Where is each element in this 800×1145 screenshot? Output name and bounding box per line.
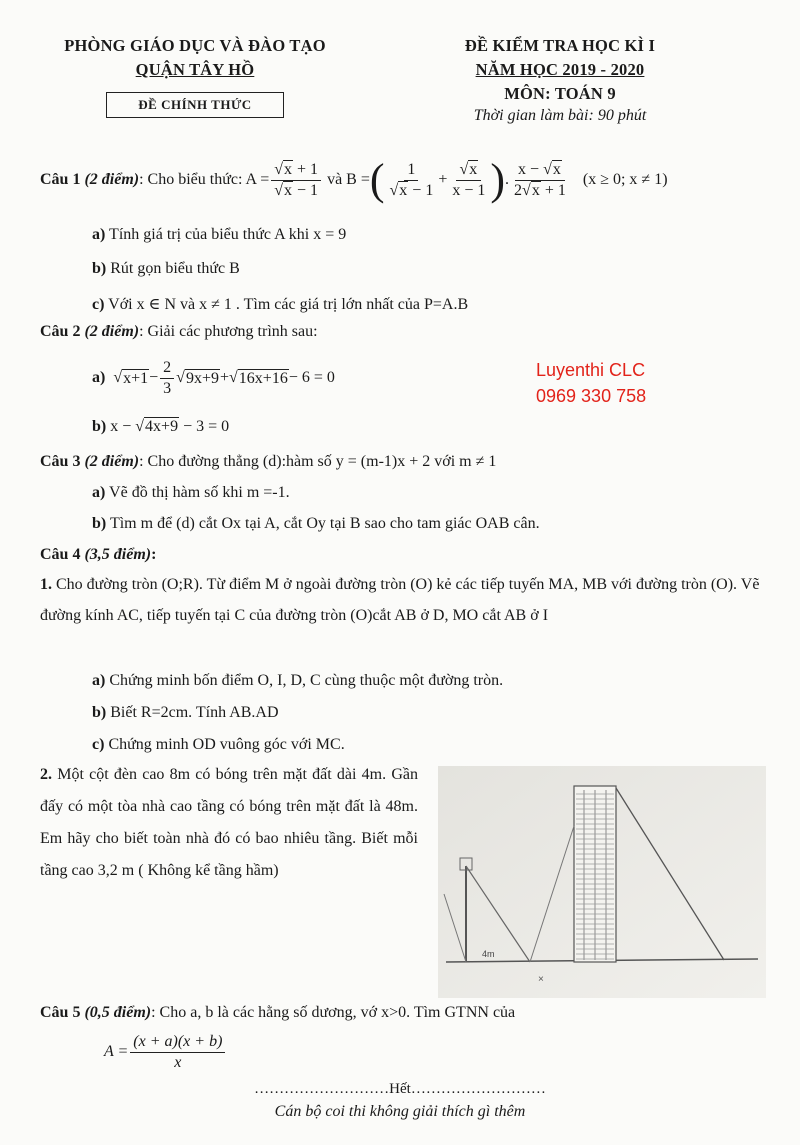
department-name: PHÒNG GIÁO DỤC VÀ ĐÀO TẠO — [64, 36, 326, 55]
watermark-name: Luyenthi CLC — [536, 360, 646, 380]
exam-title: ĐỀ KIỂM TRA HỌC KÌ I — [464, 36, 656, 55]
q3-part-b: b) Tìm m để (d) cắt Ox tại A, cắt Oy tại B sao cho tam giác OAB cân. — [92, 515, 540, 532]
q4-part-c: c) Chứng minh OD vuông góc với MC. — [92, 736, 345, 753]
expr-b-factor: $\frac{x - √x}{2√x + 1}$ — [514, 160, 566, 199]
building-shadow-photo — [438, 766, 766, 998]
duration: Thời gian làm bài: 90 phút — [473, 107, 647, 124]
end-marker: ………………………Hết……………………… — [254, 1081, 546, 1097]
official-label: ĐỀ CHÍNH THỨC — [106, 92, 284, 118]
q2-part-a: a) √ x+1 − $\frac{2}{3}$ √ 9x+9 + √ 16x+16 − 6 = 0 — [92, 358, 335, 397]
watermark-phone: 0969 330 758 — [536, 386, 647, 406]
expr-b-term1: $\frac{1}{√x - 1}$ — [389, 160, 434, 199]
district-name: QUẬN TÂY HỒ — [135, 60, 255, 79]
svg-text:×: × — [538, 974, 544, 985]
two-thirds: $\frac{2}{3}$ — [160, 359, 174, 398]
expr-b-term2: $\frac{√x}{x - 1}$ — [452, 160, 486, 199]
photo-sketch — [438, 766, 766, 998]
subject: MÔN: TOÁN 9 — [504, 84, 616, 103]
expr-a: $\frac{√x + 1}{√x - 1}$ — [271, 161, 321, 200]
q3-part-a: a) Vẽ đồ thị hàm số khi m =-1. — [92, 484, 290, 501]
q2-statement: Câu 2 (2 điểm): Giải các phương trình sau: — [40, 323, 318, 340]
q5-formula: A = $\frac{(x + a)(x + b)}{x}$ — [104, 1030, 227, 1074]
q4-part-a: a) Chứng minh bốn điểm O, I, D, C cùng thuộc một đường tròn. — [92, 672, 504, 689]
q5-fraction: $\frac{(x + a)(x + b)}{x}$ — [130, 1033, 225, 1072]
q2-part-b: b) x − √4x+9 − 3 = 0 — [92, 418, 230, 435]
q5-statement: Câu 5 (0,5 điểm): Cho a, b là các hằng số dương, vớ x>0. Tìm GTNN của — [40, 1004, 516, 1021]
q1-condition: (x ≥ 0; x ≠ 1) — [582, 171, 668, 188]
q1-label: Câu 1 — [40, 171, 81, 188]
q1-part-c: c) Với x ∈ N và x ≠ 1 . Tìm các giá trị lớn nhất của P=A.B — [92, 296, 469, 313]
q4-part-b: b) Biết R=2cm. Tính AB.AD — [92, 704, 279, 721]
q4-statement: Câu 4 (3,5 điểm): — [40, 546, 157, 563]
q1-mid: và B = — [327, 171, 370, 188]
q1-part-b: b) Rút gọn biểu thức B — [92, 260, 240, 277]
q4-problem-2: 2. Một cột đèn cao 8m có bóng trên mặt đất dài 4m. Gần đấy có một tòa nhà cao tầng có bóng trên mặt đất là 48m. Em hãy cho biết toàn nhà đó có bao nhiêu tầng. Biết mỗi tầng cao 3,2 m ( Không kể tầng hầm) — [40, 766, 419, 879]
q4-problem-1: 1. Cho đường tròn (O;R). Từ điểm M ở ngoài đường tròn (O) kẻ các tiếp tuyến MA, MB với đường tròn (O). Vẽ đường kính AC, tiếp tuyến tại C của đường tròn (O)cắt AB ở D, MO cắt AB ở I — [40, 576, 760, 624]
q1-intro: : Cho biểu thức: A = — [139, 171, 270, 188]
photo-label-4m: 4m — [482, 949, 495, 959]
q1-part-a: a) Tính giá trị của biểu thức A khi x = 9 — [92, 226, 347, 243]
q1-points: (2 điểm) — [84, 171, 140, 188]
footer-note: Cán bộ coi thi không giải thích gì thêm — [274, 1103, 526, 1120]
q3-statement: Câu 3 (2 điểm): Cho đường thẳng (d):hàm số y = (m-1)x + 2 với m ≠ 1 — [40, 453, 497, 470]
school-year: NĂM HỌC 2019 - 2020 — [475, 60, 645, 79]
q1-statement: Câu 1 (2 điểm) : Cho biểu thức: A = $\frac{√x + 1}{√x - 1}$ và B = ( $\frac{1}{√x - 1}$ + $\frac{√x}{x - 1}$ ) . $\frac{x - √x}{2√x + 1}$ (x ≥ 0; x ≠ 1) — [40, 155, 668, 204]
